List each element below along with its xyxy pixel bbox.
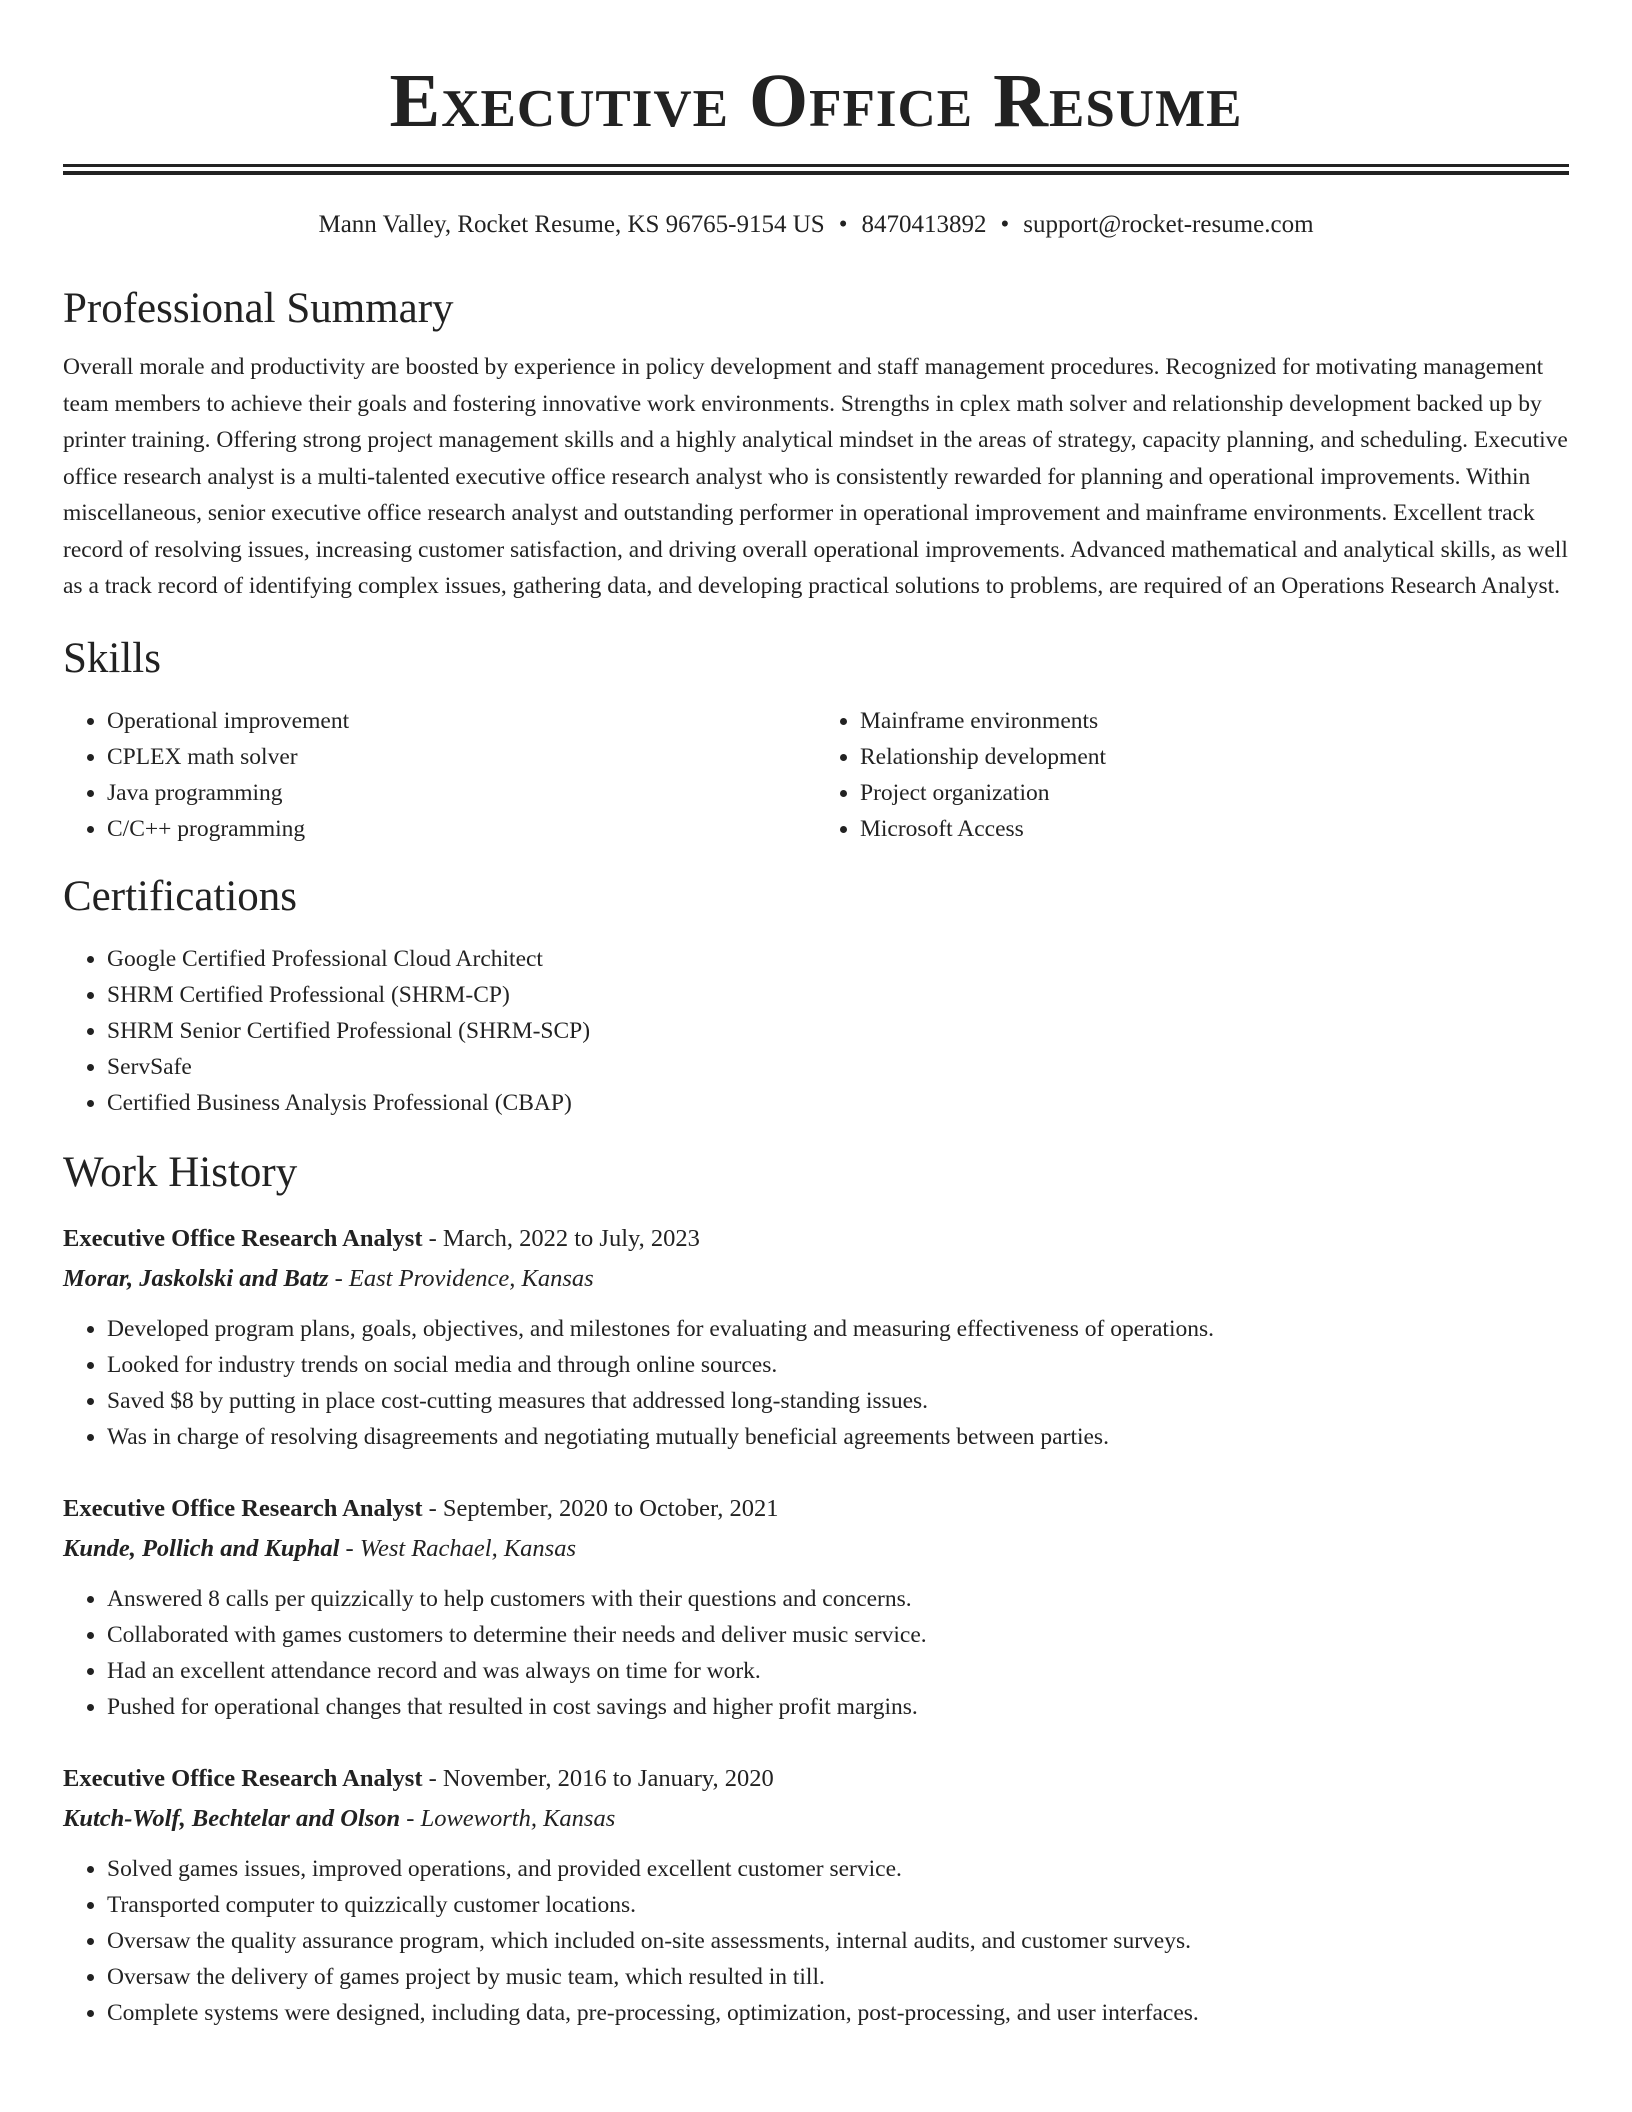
skill-item: • Java programming <box>107 775 816 811</box>
certification-item: • Google Certified Professional Cloud Architect <box>107 941 1569 977</box>
job-bullet: • Oversaw the quality assurance program, which included on-site assessments, internal audits, and customer surveys. <box>107 1923 1569 1959</box>
job-company: Kunde, Pollich and Kuphal <box>63 1534 340 1562</box>
job-title-line: Executive Office Research Analyst - March, 2022 to July, 2023 <box>63 1224 700 1252</box>
skills-list-left <box>63 703 816 847</box>
contact-line <box>63 209 1569 241</box>
job-role: Executive Office Research Analyst <box>63 1764 423 1792</box>
skill-item: • CPLEX math solver <box>107 739 816 775</box>
job-company-line: Kunde, Pollich and Kuphal - West Rachael, Kansas <box>63 1534 576 1562</box>
contact-address: Mann Valley, Rocket Resume, KS 96765-9154 US <box>318 211 825 238</box>
job-bullet: • Complete systems were designed, including data, pre-processing, optimization, post-processing, and user interfaces. <box>107 1995 1569 2031</box>
job-bullet: • Was in charge of resolving disagreements and negotiating mutually beneficial agreements between parties. <box>107 1419 1569 1455</box>
job-entry <box>63 1219 1569 1455</box>
work-history-heading: Work History <box>63 1148 298 1196</box>
job-company: Morar, Jaskolski and Batz <box>63 1264 329 1292</box>
job-role: Executive Office Research Analyst <box>63 1494 423 1522</box>
job-location: Loweworth, Kansas <box>420 1804 616 1832</box>
job-dates: September, 2020 to October, 2021 <box>442 1494 779 1522</box>
skill-item: • Microsoft Access <box>860 811 1569 847</box>
job-bullet: • Oversaw the delivery of games project by music team, which resulted in till. <box>107 1959 1569 1995</box>
skills-list-right <box>816 703 1569 847</box>
certifications-heading: Certifications <box>63 872 298 920</box>
job-bullet: • Answered 8 calls per quizzically to help customers with their questions and concerns. <box>107 1581 1569 1617</box>
contact-phone: 8470413892 <box>861 211 987 238</box>
skills-columns <box>63 703 1569 847</box>
job-company-line: Morar, Jaskolski and Batz - East Providence, Kansas <box>63 1264 594 1292</box>
skill-item: • Operational improvement <box>107 703 816 739</box>
job-bullets <box>63 1581 1569 1725</box>
job-title-line: Executive Office Research Analyst - September, 2020 to October, 2021 <box>63 1494 779 1522</box>
job-dates: November, 2016 to January, 2020 <box>442 1764 774 1792</box>
job-entry <box>63 1759 1569 2031</box>
job-bullet: • Developed program plans, goals, objectives, and milestones for evaluating and measuring effectiveness of operations. <box>107 1311 1569 1347</box>
job-bullet: • Collaborated with games customers to determine their needs and deliver music service. <box>107 1617 1569 1653</box>
title-double-rule <box>63 164 1569 175</box>
skill-item: • C/C++ programming <box>107 811 816 847</box>
job-dates: March, 2022 to July, 2023 <box>442 1224 700 1252</box>
certification-item: • SHRM Certified Professional (SHRM-CP) <box>107 977 1569 1013</box>
job-bullet: • Solved games issues, improved operations, and provided excellent customer service. <box>107 1851 1569 1887</box>
job-role: Executive Office Research Analyst <box>63 1224 423 1252</box>
job-bullets <box>63 1851 1569 2031</box>
skill-item: • Relationship development <box>860 739 1569 775</box>
contact-separator: • <box>838 211 848 238</box>
job-company-line: Kutch-Wolf, Bechtelar and Olson - Loweworth, Kansas <box>63 1804 616 1832</box>
job-company: Kutch-Wolf, Bechtelar and Olson <box>63 1804 401 1832</box>
job-title-line: Executive Office Research Analyst - November, 2016 to January, 2020 <box>63 1764 774 1792</box>
job-bullet: • Pushed for operational changes that resulted in cost savings and higher profit margins. <box>107 1689 1569 1725</box>
summary-text: Overall morale and productivity are boosted by experience in policy development and staff management procedures. Recognized for motivating management team members to achieve their goals and fostering innovative work environments. Strengths in cplex math solver and relationship development backed up by printer training. Offering strong project management skills and a highly analytical mindset in the areas of strategy, capacity planning, and scheduling. Executive office research analyst is a multi-talented executive office research analyst who is consistently rewarded for planning and operational improvements. Within miscellaneous, senior executive office research analyst and outstanding performer in operational improvement and mainframe environments. Excellent track record of resolving issues, increasing customer satisfaction, and driving overall operational improvements. Advanced mathematical and analytical skills, as well as a track record of identifying complex issues, gathering data, and developing practical solutions to problems, are required of an Operations Research Analyst. <box>63 354 1568 599</box>
certification-item: • SHRM Senior Certified Professional (SHRM-SCP) <box>107 1013 1569 1049</box>
job-location: West Rachael, Kansas <box>359 1534 576 1562</box>
job-entry <box>63 1489 1569 1725</box>
skill-item: • Project organization <box>860 775 1569 811</box>
certifications-list <box>63 941 1569 1121</box>
certification-item: • ServSafe <box>107 1049 1569 1085</box>
job-bullet: • Saved $8 by putting in place cost-cutting measures that addressed long-standing issues. <box>107 1383 1569 1419</box>
job-bullets <box>63 1311 1569 1455</box>
job-bullet: • Had an excellent attendance record and was always on time for work. <box>107 1653 1569 1689</box>
resume-title: Executive Office Resume <box>389 59 1243 143</box>
job-bullet: • Looked for industry trends on social media and through online sources. <box>107 1347 1569 1383</box>
certification-item: • Certified Business Analysis Professional (CBAP) <box>107 1085 1569 1121</box>
skill-item: • Mainframe environments <box>860 703 1569 739</box>
job-bullet: • Transported computer to quizzically customer locations. <box>107 1887 1569 1923</box>
summary-heading: Professional Summary <box>63 285 454 332</box>
job-location: East Providence, Kansas <box>348 1264 594 1292</box>
contact-separator: • <box>1000 211 1010 238</box>
contact-email: support@rocket-resume.com <box>1023 211 1314 238</box>
skills-heading: Skills <box>63 634 161 682</box>
